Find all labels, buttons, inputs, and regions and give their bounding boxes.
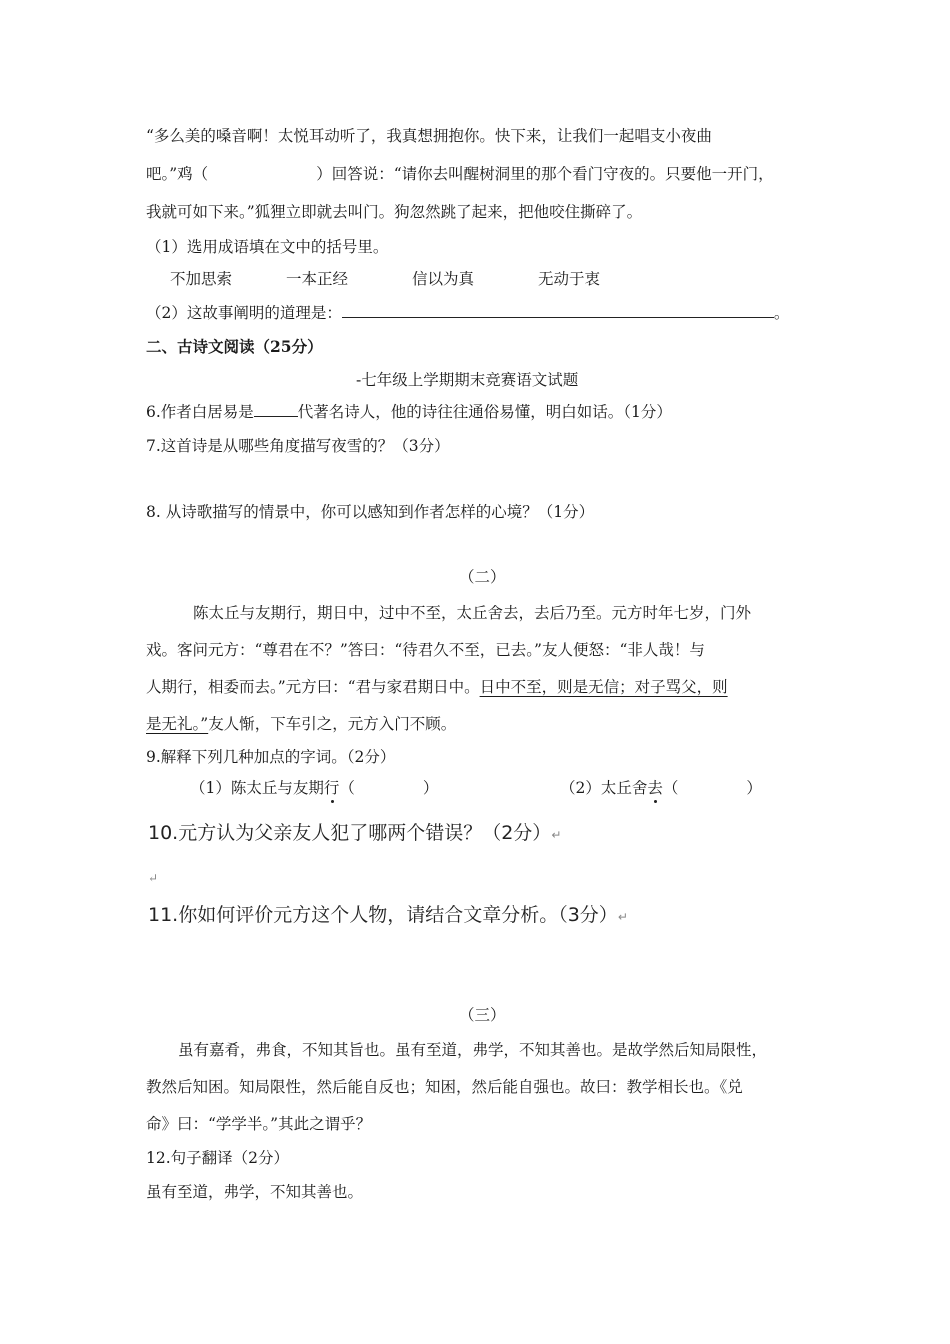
question-9-item-1-text: （1）陈太丘与友期 — [190, 779, 324, 797]
exam-subtitle: -七年级上学期期末竞赛语文试题 — [356, 371, 579, 389]
question-9-item-2-text: （2）太丘舍 — [560, 779, 648, 797]
passage-2-line-1: 陈太丘与友期行，期日中，过中不至，太丘舍去，去后乃至。元方时年七岁，门外 — [193, 604, 752, 622]
dotted-character: 行 — [323, 779, 340, 797]
return-mark: ↵ — [551, 828, 562, 842]
close-paren: ） — [746, 779, 762, 797]
section-heading: 二、古诗文阅读（25分） — [146, 337, 323, 356]
passage-2-line-2: 戏。客问元方：“尊君在不？”答曰：“待君久不至，已去。”友人便怒：“非人哉！与 — [146, 641, 705, 659]
story-line-2 — [146, 164, 774, 184]
passage-2-line-3 — [146, 677, 728, 697]
question-9-item-1 — [190, 778, 438, 798]
return-mark: ↵ — [148, 871, 159, 885]
question-12: 12.句子翻译（2分） — [146, 1149, 290, 1167]
open-paren: （ — [662, 779, 679, 797]
passage-3-line-2: 教然后知困。知局限性，然后能自反也；知困，然后能自强也。故曰：教学相长也。《兑 — [146, 1078, 743, 1096]
question-12-sentence: 虽有至道，弗学，不知其善也。 — [146, 1183, 364, 1201]
question-6 — [146, 402, 672, 422]
passage-3-line-3: 命》曰：“学学半。”其此之谓乎？ — [146, 1115, 372, 1133]
underlined-sentence: 日中不至，则是无信；对子骂父，则 — [479, 678, 728, 696]
close-paren: ） — [422, 779, 439, 797]
story-line-2-post: ）回答说：“请你去叫醒树洞里的那个看门守夜的。只要他一开门， — [316, 165, 774, 183]
story-line-3: 我就可如下来。”狐狸立即就去叫门。狗忽然跳了起来，把他咬住撕碎了。 — [146, 203, 643, 221]
passage-3-line-1: 虽有嘉肴，弗食，不知其旨也。虽有至道，弗学，不知其善也。是故学然后知局限性， — [178, 1041, 768, 1059]
dotted-character: 去 — [647, 779, 663, 797]
answer-blank — [254, 402, 298, 417]
part-3-label: （三） — [459, 1006, 506, 1024]
question-2-end: 。 — [773, 304, 790, 322]
story-line-2-pre: 吧。”鸡（ — [146, 165, 209, 183]
question-1: （1）选用成语填在文中的括号里。 — [146, 238, 389, 256]
answer-line — [342, 303, 774, 318]
return-mark: ↵ — [617, 910, 628, 924]
question-2-label: （2）这故事阐明的道理是： — [146, 304, 342, 322]
open-paren: （ — [339, 779, 355, 797]
question-6-post: 代著名诗人，他的诗往往通俗易懂，明白如话。（1分） — [297, 403, 672, 421]
question-11 — [148, 903, 628, 929]
question-11-text: 11.你如何评价元方这个人物，请结合文章分析。（3分） — [148, 904, 618, 926]
story-line-1: “多么美的嗓音啊！太悦耳动听了，我真想拥抱你。快下来，让我们一起唱支小夜曲 — [146, 127, 712, 145]
passage-2-line-3-pre: 人期行，相委而去。”元方曰：“君与家君期日中。 — [146, 678, 480, 696]
idiom-option-1: 不加思索 — [170, 270, 233, 288]
part-2-label: （二） — [459, 568, 506, 586]
idiom-option-3: 信以为真 — [412, 270, 475, 288]
question-10 — [148, 821, 561, 847]
question-7: 7.这首诗是从哪些角度描写夜雪的？（3分） — [146, 437, 450, 455]
question-2 — [146, 303, 789, 323]
question-6-pre: 6.作者白居易是 — [146, 403, 254, 421]
question-9-item-2 — [560, 778, 762, 798]
idiom-option-2: 一本正经 — [286, 270, 349, 288]
underlined-sentence-end: 是无礼。” — [146, 715, 209, 733]
question-9: 9.解释下列几种加点的字词。（2分） — [146, 748, 396, 766]
passage-2-line-4-post: 友人惭，下车引之，元方入门不顾。 — [208, 715, 457, 733]
idiom-option-4: 无动于衷 — [538, 270, 601, 288]
question-10-text: 10.元方认为父亲友人犯了哪两个错误？（2分） — [148, 822, 552, 844]
passage-2-line-4 — [146, 714, 456, 734]
question-8: 8. 从诗歌描写的情景中，你可以感知到作者怎样的心境？（1分） — [146, 503, 595, 521]
